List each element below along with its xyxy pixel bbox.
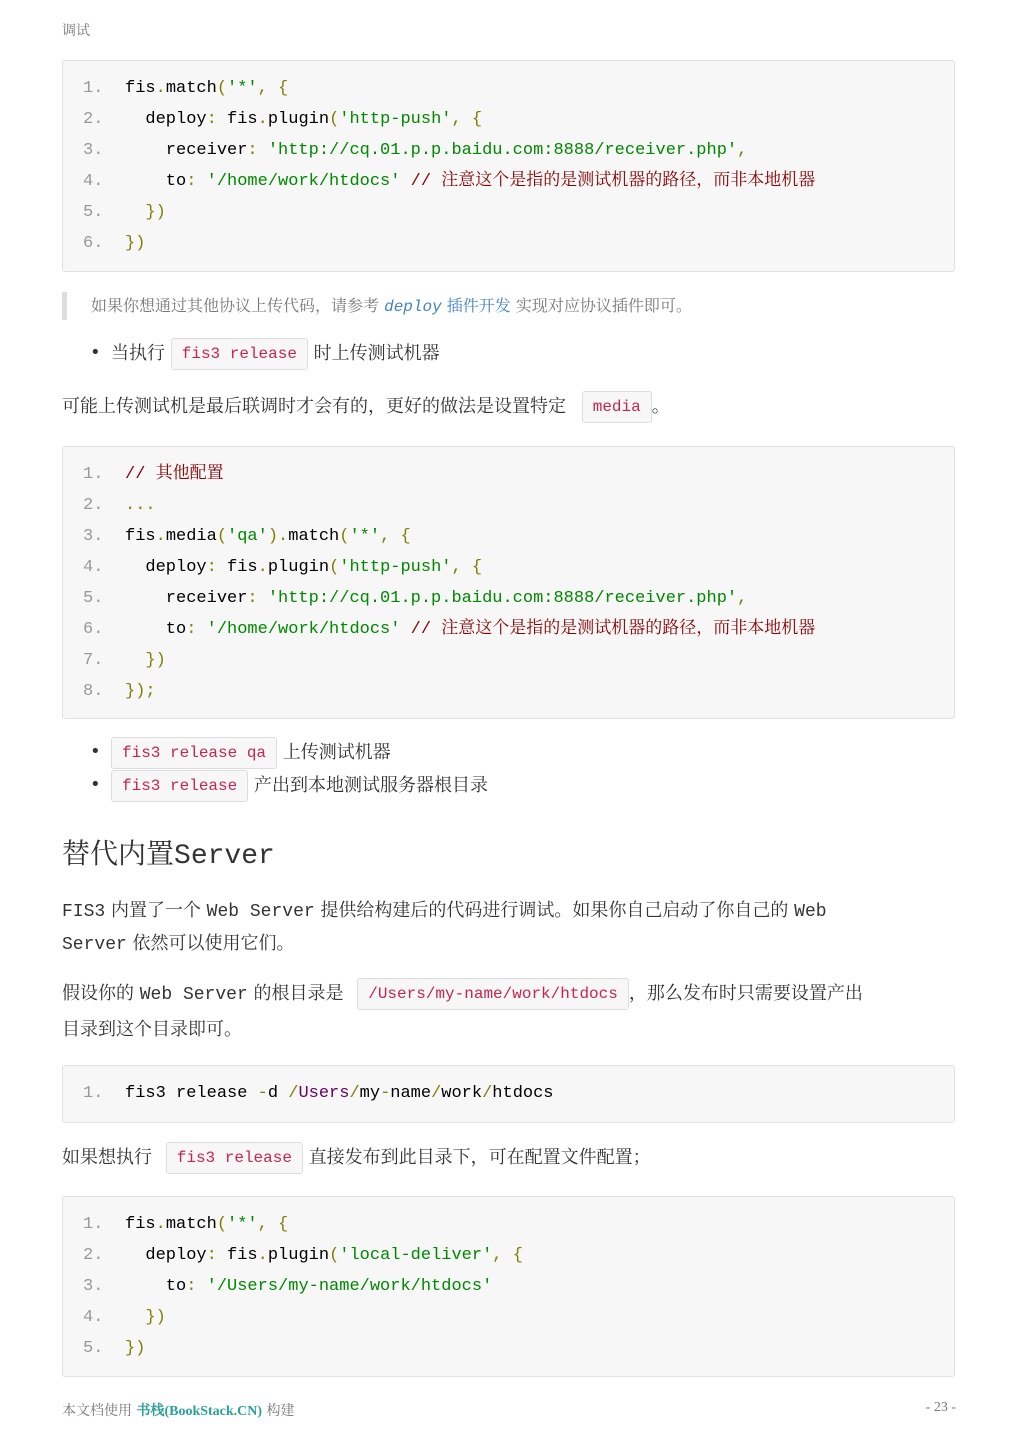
list-item-text: 上传测试机器 <box>277 742 391 763</box>
code-text: to: '/home/work/htdocs' // 注意这个是指的是测试机器的路径，而非本地机器 <box>125 620 816 639</box>
line-number: 3. <box>83 1277 104 1296</box>
quote-text: 如果你想通过其他协议上传代码，请参考 <box>91 296 385 315</box>
inline-code: fis3 release <box>166 1142 303 1174</box>
inline-code: fis3 release <box>111 770 248 802</box>
code-text: }) <box>125 1308 166 1327</box>
paragraph-text-end: 直接发布到此目录下，可在配置文件配置； <box>302 1147 651 1168</box>
code-text: }) <box>125 1339 146 1358</box>
code-text: fis.media('qa').match('*', { <box>125 527 411 546</box>
code-text: }) <box>125 234 146 253</box>
paragraph-end: 。 <box>651 396 670 417</box>
paragraph-text: 如果想执行 <box>62 1147 158 1168</box>
paragraph-line <box>62 978 863 1010</box>
paragraph-text: 可能上传测试机是最后联调时才会有的，更好的做法是设置特定 <box>62 396 572 417</box>
code-text: fis.match('*', { <box>125 1215 289 1234</box>
line-number: 6. <box>83 234 104 253</box>
code-text: deploy: fis.plugin('local-deliver', { <box>125 1246 523 1265</box>
line-number: 5. <box>83 1339 104 1358</box>
inline-code: /Users/my-name/work/htdocs <box>357 978 629 1010</box>
paragraph-line <box>62 1142 651 1174</box>
list-item <box>111 737 391 769</box>
line-number: 6. <box>83 620 104 639</box>
bookstack-link[interactable]: 书栈(BookStack.CN) <box>136 1404 263 1419</box>
list-item-text: 产出到本地测试服务器根目录 <box>248 775 488 796</box>
paragraph-line: 目录到这个目录即可。 <box>62 1019 242 1040</box>
heading-text: 替代内置 <box>62 837 175 870</box>
list-item <box>111 338 440 370</box>
line-number: 1. <box>83 1215 104 1234</box>
code-text: }) <box>125 651 166 670</box>
list-item <box>111 770 488 802</box>
quote-text-end: 实现对应协议插件即可。 <box>510 296 692 315</box>
footer <box>62 1400 295 1420</box>
paragraph-text: 假设你的 <box>62 983 140 1004</box>
line-number: 5. <box>83 203 104 222</box>
blockquote <box>91 293 692 316</box>
line-number: 2. <box>83 496 104 515</box>
line-number: 3. <box>83 527 104 546</box>
line-number: 2. <box>83 110 104 129</box>
paragraph-mono: Web Server <box>139 985 248 1005</box>
running-header: 调试 <box>62 23 90 39</box>
bullet-dot: • <box>90 741 101 762</box>
footer-text-end: 构建 <box>262 1403 295 1419</box>
code-text: deploy: fis.plugin('http-push', { <box>125 558 483 577</box>
inline-code: fis3 release <box>171 338 308 370</box>
code-text: receiver: 'http://cq.01.p.p.baidu.com:8888/receiver.php', <box>125 141 748 160</box>
code-text: fis.match('*', { <box>125 79 289 98</box>
inline-code: fis3 release qa <box>111 737 277 769</box>
code-block <box>62 446 955 719</box>
code-text: }); <box>125 682 156 701</box>
code-text: fis3 release -d /Users/my-name/work/htdocs <box>125 1084 554 1103</box>
code-text: }) <box>125 203 166 222</box>
deploy-link-code[interactable]: deploy <box>384 298 442 316</box>
line-number: 3. <box>83 141 104 160</box>
line-number: 4. <box>83 172 104 191</box>
code-text: // 其他配置 <box>125 465 224 484</box>
bullet-dot: • <box>90 342 101 363</box>
code-text: to: '/Users/my-name/work/htdocs' <box>125 1277 493 1296</box>
code-text: to: '/home/work/htdocs' // 注意这个是指的是测试机器的路径，而非本地机器 <box>125 172 816 191</box>
code-block <box>62 1196 955 1377</box>
list-item-text: 当执行 <box>111 343 171 364</box>
code-text: receiver: 'http://cq.01.p.p.baidu.com:8888/receiver.php', <box>125 589 748 608</box>
footer-text: 本文档使用 <box>62 1403 137 1419</box>
inline-code: media <box>582 391 652 423</box>
paragraph-text-mid: 的根目录是 <box>247 983 350 1004</box>
line-number: 7. <box>83 651 104 670</box>
section-heading <box>62 832 275 872</box>
code-text: ... <box>125 496 156 515</box>
line-number: 5. <box>83 589 104 608</box>
code-text: deploy: fis.plugin('http-push', { <box>125 110 483 129</box>
line-number: 2. <box>83 1246 104 1265</box>
heading-text-en: Server <box>174 841 275 872</box>
paragraph-text-end: ，那么发布时只需要设置产出 <box>628 983 863 1004</box>
line-number: 1. <box>83 79 104 98</box>
line-number: 1. <box>83 465 104 484</box>
line-number: 4. <box>83 558 104 577</box>
page-number: - 23 - <box>925 1400 956 1415</box>
code-block <box>62 1065 955 1123</box>
code-block <box>62 60 955 272</box>
plugin-dev-link[interactable]: 插件开发 <box>441 296 511 315</box>
line-number: 4. <box>83 1308 104 1327</box>
paragraph <box>62 391 670 423</box>
line-number: 1. <box>83 1084 104 1103</box>
paragraph-line: FIS3 内置了一个 Web Server 提供给构建后的代码进行调试。如果你自己启动了你自己的 Web <box>62 900 827 922</box>
bullet-dot: • <box>90 774 101 795</box>
list-item-text-end: 时上传测试机器 <box>307 343 440 364</box>
blockquote-bar <box>62 292 67 320</box>
paragraph-line: Server 依然可以使用它们。 <box>62 933 295 955</box>
line-number: 8. <box>83 682 104 701</box>
